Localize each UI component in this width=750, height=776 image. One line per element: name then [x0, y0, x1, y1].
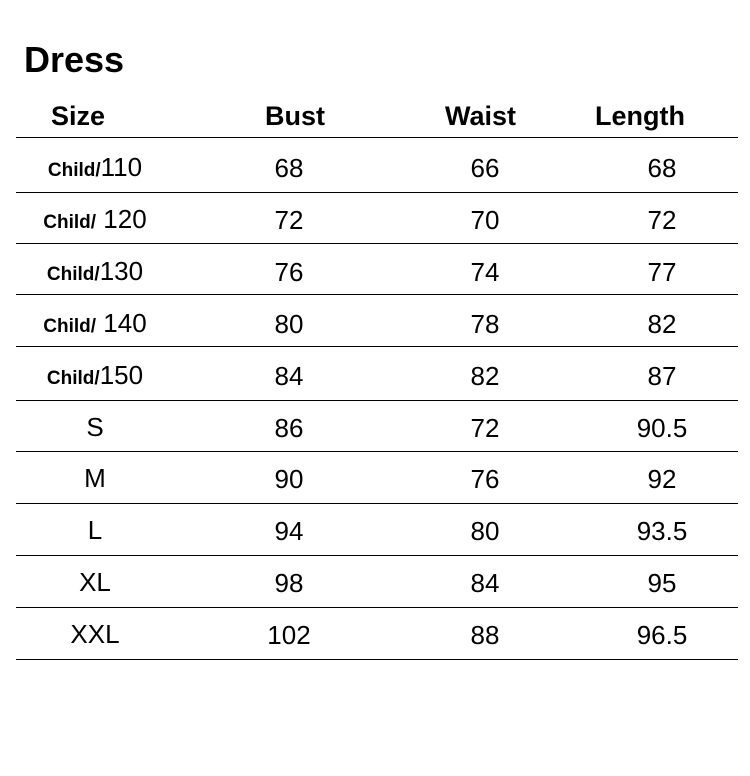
waist-cell: 80	[470, 516, 500, 546]
size-cell	[20, 569, 170, 595]
row-divider	[16, 192, 738, 193]
length-cell: 93.5	[636, 516, 688, 546]
waist-cell: 82	[470, 361, 500, 391]
waist-cell: 70	[470, 205, 500, 235]
length-cell: 68	[647, 153, 677, 183]
row-divider	[16, 503, 738, 504]
row-divider	[16, 607, 738, 608]
size-value: 130	[99, 256, 144, 286]
header-length: Length	[595, 101, 685, 131]
waist-cell: 78	[470, 309, 500, 339]
size-cell	[20, 621, 170, 647]
bust-cell: 102	[267, 620, 311, 650]
bust-cell: 90	[274, 464, 304, 494]
row-divider	[16, 451, 738, 452]
header-bust: Bust	[265, 101, 325, 131]
size-value: 120	[96, 204, 147, 234]
row-divider	[16, 400, 738, 401]
size-value: M	[84, 463, 106, 493]
size-value: XXL	[70, 619, 120, 649]
header-size: Size	[51, 101, 106, 131]
size-cell	[20, 465, 170, 491]
header-waist: Waist	[445, 101, 517, 131]
length-cell: 87	[647, 361, 677, 391]
waist-cell: 72	[470, 413, 500, 443]
bust-cell: 98	[274, 568, 304, 598]
waist-cell: 76	[470, 464, 500, 494]
bust-cell: 86	[274, 413, 304, 443]
bust-cell: 94	[274, 516, 304, 546]
bust-cell: 80	[274, 309, 304, 339]
row-divider	[16, 346, 738, 347]
size-prefix: Child/	[43, 212, 97, 233]
size-value: S	[86, 412, 104, 442]
size-value: L	[87, 515, 103, 545]
size-prefix: Child/	[47, 160, 101, 181]
page-title: Dress	[24, 39, 125, 80]
waist-cell: 84	[470, 568, 500, 598]
header-divider	[16, 137, 738, 138]
size-cell	[20, 517, 170, 543]
size-prefix: Child/	[46, 264, 100, 285]
size-cell	[20, 154, 170, 180]
bust-cell: 84	[274, 361, 304, 391]
waist-cell: 66	[470, 153, 500, 183]
bust-cell: 72	[274, 205, 304, 235]
length-cell: 82	[647, 309, 677, 339]
size-value: 140	[96, 308, 147, 338]
size-value: 110	[100, 152, 143, 182]
bust-cell: 68	[274, 153, 304, 183]
length-cell: 77	[647, 257, 677, 287]
size-cell	[20, 258, 170, 284]
size-cell	[20, 310, 170, 336]
length-cell: 95	[647, 568, 677, 598]
size-cell	[20, 362, 170, 388]
waist-cell: 74	[470, 257, 500, 287]
waist-cell: 88	[470, 620, 500, 650]
size-prefix: Child/	[43, 316, 97, 337]
row-divider	[16, 659, 738, 660]
size-cell	[20, 414, 170, 440]
row-divider	[16, 243, 738, 244]
row-divider	[16, 555, 738, 556]
size-value: 150	[99, 360, 144, 390]
bust-cell: 76	[274, 257, 304, 287]
length-cell: 92	[647, 464, 677, 494]
length-cell: 96.5	[636, 620, 688, 650]
length-cell: 72	[647, 205, 677, 235]
size-cell	[20, 206, 170, 232]
length-cell: 90.5	[636, 413, 688, 443]
row-divider	[16, 294, 738, 295]
size-prefix: Child/	[46, 368, 100, 389]
size-value: XL	[79, 567, 111, 597]
